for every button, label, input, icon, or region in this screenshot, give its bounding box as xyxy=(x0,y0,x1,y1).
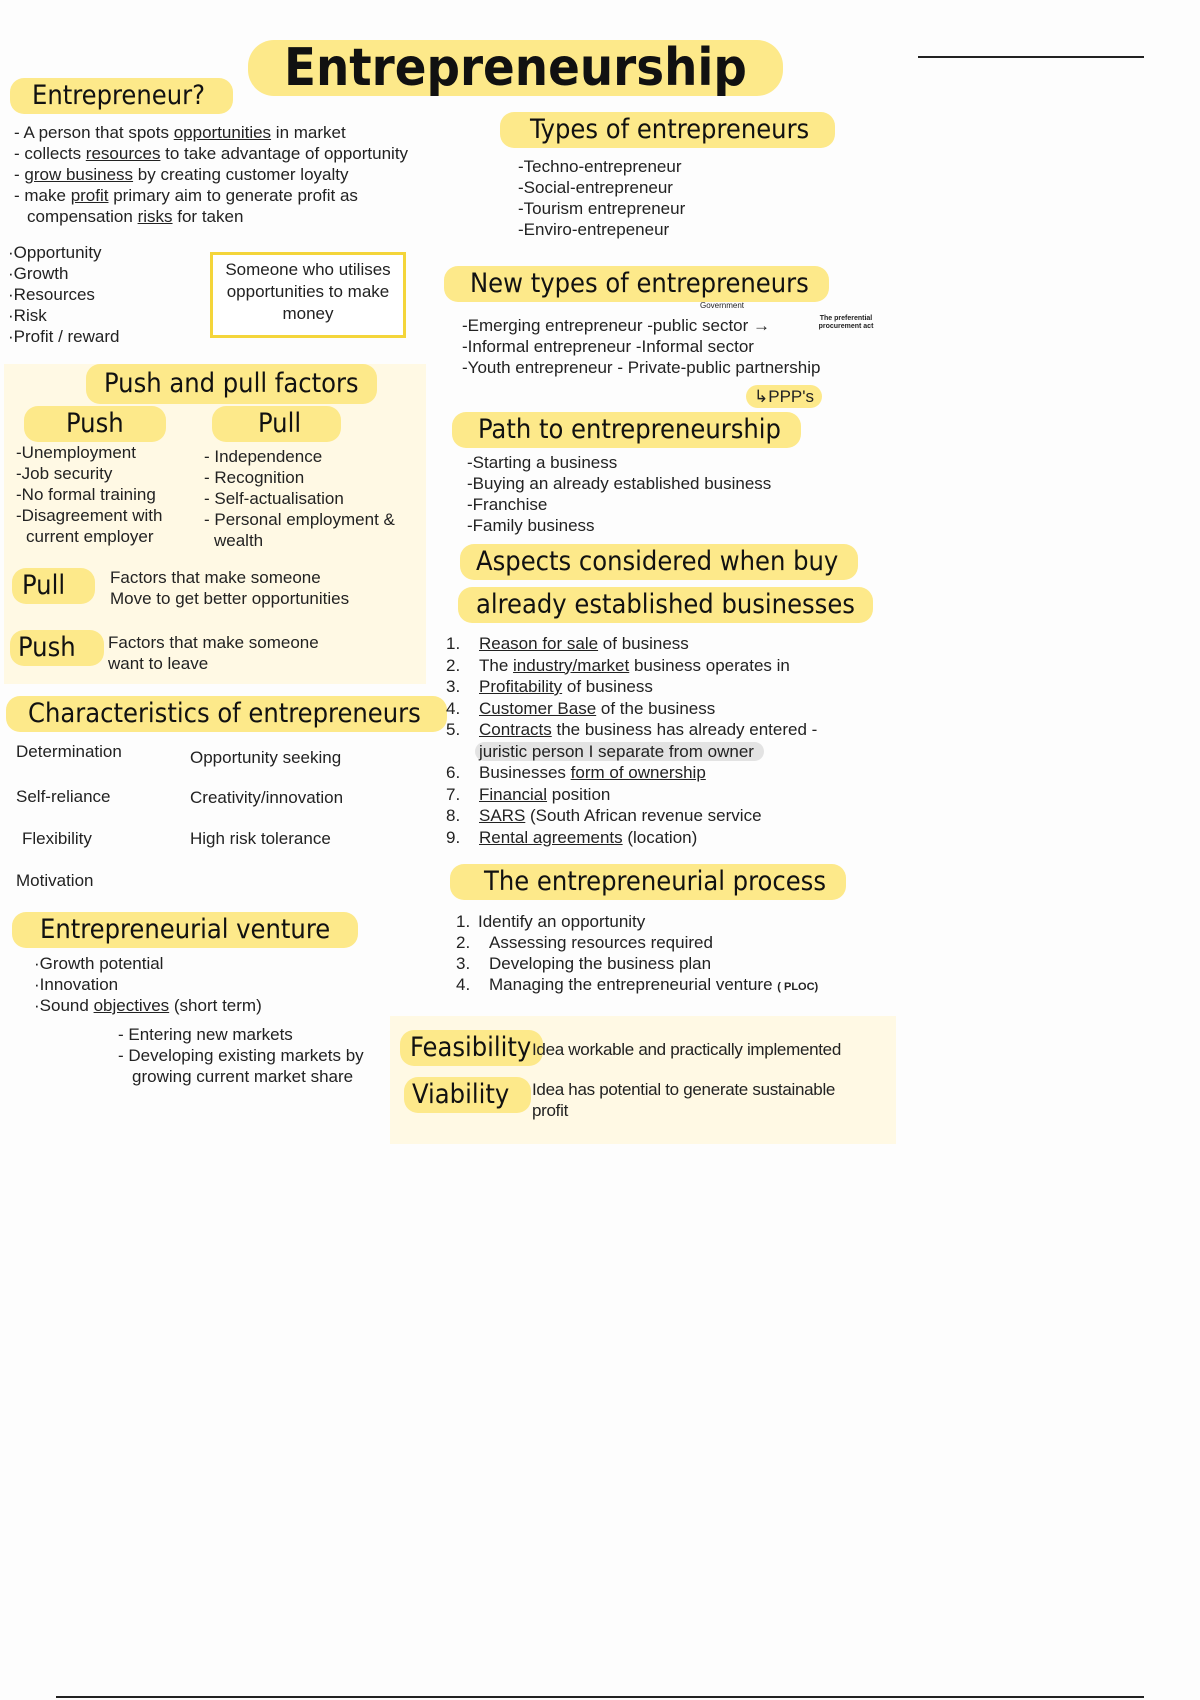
list-item: 3. Profitability of business xyxy=(446,677,653,696)
ploc-note: ( PLOC) xyxy=(777,981,819,993)
venture-list xyxy=(34,953,262,1016)
list-item xyxy=(446,741,817,763)
list-item: -Tourism entrepreneur xyxy=(518,199,686,218)
characteristic-item: Opportunity seeking xyxy=(190,748,342,767)
process-heading: The entrepreneurial process xyxy=(450,864,846,900)
list-item: -Enviro-entrepeneur xyxy=(518,220,670,239)
list-item: 5. Contracts the business has already entered - xyxy=(446,720,818,739)
types-heading: Types of entrepreneurs xyxy=(500,112,835,148)
list-item: 6. Businesses form of ownership xyxy=(446,763,706,782)
definition-box: Someone who utilises opportunities to make money xyxy=(210,252,406,338)
list-item: 7. Financial position xyxy=(446,784,611,804)
characteristic-item: Flexibility xyxy=(22,829,92,848)
list-item: ·Growth potential xyxy=(34,954,164,973)
list-item: -Disagreement with xyxy=(16,506,163,525)
characteristics-heading: Characteristics of entrepreneurs xyxy=(6,696,447,732)
list-item: 2. Assessing resources required xyxy=(456,933,713,952)
pull-heading: Pull xyxy=(212,406,341,442)
def-line: - grow business by creating customer loyalty xyxy=(14,165,349,184)
list-item: growing current market share xyxy=(132,1067,354,1086)
list-item: -Informal entrepreneur -Informal sector xyxy=(462,337,754,356)
process-list xyxy=(456,911,818,998)
bottom-rule xyxy=(56,1696,1144,1698)
preferential-note: The preferential procurement act xyxy=(818,315,874,330)
push-pull-heading: Push and pull factors xyxy=(86,364,377,404)
characteristic-item: Creativity/innovation xyxy=(190,788,344,807)
list-item: - Recognition xyxy=(204,468,305,487)
push-heading: Push xyxy=(24,406,166,442)
juristic-note: juristic person I separate from owner xyxy=(475,742,764,761)
list-item: 3. Developing the business plan xyxy=(456,954,712,973)
list-item: -Franchise xyxy=(467,495,548,514)
viability-label: Viability xyxy=(404,1077,531,1113)
list-item: 9. Rental agreements (location) xyxy=(446,827,698,847)
venture-sub-list xyxy=(118,1024,364,1087)
path-heading: Path to entrepreneurship xyxy=(452,412,801,448)
list-item: ·Risk xyxy=(8,306,47,325)
aspects-heading-line1: Aspects considered when buy xyxy=(460,544,858,580)
push-definition: Factors that make someone want to leave xyxy=(108,633,319,673)
list-item: wealth xyxy=(214,531,264,550)
venture-heading: Entrepreneurial venture xyxy=(12,912,358,948)
list-item: -Social-entrepreneur xyxy=(518,178,673,197)
page-title: Entrepreneurship xyxy=(248,40,783,96)
def-line: compensation risks for taken xyxy=(27,207,244,226)
feasibility-label: Feasibility xyxy=(400,1030,543,1066)
list-item: - Developing existing markets by xyxy=(118,1046,364,1065)
keyword-list xyxy=(8,242,119,347)
pull-label: Pull xyxy=(12,568,95,604)
list-item: -Techno-entrepreneur xyxy=(518,157,682,176)
viability-definition: Idea has potential to generate sustainable profit xyxy=(532,1080,836,1120)
characteristic-item: Motivation xyxy=(16,871,94,890)
types-list xyxy=(518,156,685,240)
list-item: 1. Identify an opportunity xyxy=(456,912,646,931)
list-item: -Starting a business xyxy=(467,453,618,472)
path-list xyxy=(467,452,771,536)
pull-factor-list xyxy=(204,446,395,551)
list-item: 4. Managing the entrepreneurial venture ( PLOC) xyxy=(456,975,819,994)
push-label: Push xyxy=(10,630,104,666)
list-item: 4. Customer Base of the business xyxy=(446,698,716,718)
list-item: 8. SARS (South African revenue service xyxy=(446,806,762,825)
list-item: ·Resources xyxy=(8,285,95,304)
ppp-note: ↳PPP's xyxy=(746,385,822,408)
list-item: -Buying an already established business xyxy=(467,474,772,493)
list-item: ·Sound objectives (short term) xyxy=(34,996,262,1015)
list-item: -Emerging entrepreneur -public sector → xyxy=(462,316,771,335)
list-item: - Entering new markets xyxy=(118,1025,293,1044)
list-item: current employer xyxy=(26,527,154,546)
entrepreneur-definition xyxy=(14,122,408,227)
def-line: - collects resources to take advantage of opportunity xyxy=(14,144,409,163)
top-right-rule xyxy=(918,56,1144,58)
list-item: - Personal employment & xyxy=(204,510,395,529)
push-factor-list xyxy=(16,442,162,547)
list-item: - Independence xyxy=(204,447,323,466)
list-item: ·Growth xyxy=(8,264,69,283)
list-item: -Unemployment xyxy=(16,443,136,462)
entrepreneur-heading: Entrepreneur? xyxy=(10,78,233,114)
list-item: -Family business xyxy=(467,516,595,535)
list-item: ·Opportunity xyxy=(8,243,102,262)
aspects-heading-line2: already established businesses xyxy=(458,587,873,623)
aspects-list xyxy=(446,633,817,848)
new-types-list xyxy=(462,315,820,378)
pull-definition: Factors that make someone Move to get better opportunities xyxy=(110,568,350,608)
def-line: - make profit primary aim to generate profit as xyxy=(14,186,358,205)
list-item: ·Profit / reward xyxy=(8,327,120,346)
list-item: 1. Reason for sale of business xyxy=(446,634,689,653)
list-item: ·Innovation xyxy=(34,975,119,994)
list-item: 2. The industry/market business operates in xyxy=(446,655,790,675)
def-line: - A person that spots opportunities in market xyxy=(14,123,346,142)
new-types-heading: New types of entrepreneurs xyxy=(444,266,829,302)
list-item: -Youth entrepreneur - Private-public partnership xyxy=(462,358,821,377)
characteristic-item: High risk tolerance xyxy=(190,829,331,848)
feasibility-definition: Idea workable and practically implemented xyxy=(532,1040,841,1059)
government-note: Government xyxy=(700,301,745,310)
characteristic-item: Determination xyxy=(16,742,122,761)
list-item: -Job security xyxy=(16,464,113,483)
characteristic-item: Self-reliance xyxy=(16,787,111,806)
list-item: - Self-actualisation xyxy=(204,489,344,508)
list-item: -No formal training xyxy=(16,485,156,504)
